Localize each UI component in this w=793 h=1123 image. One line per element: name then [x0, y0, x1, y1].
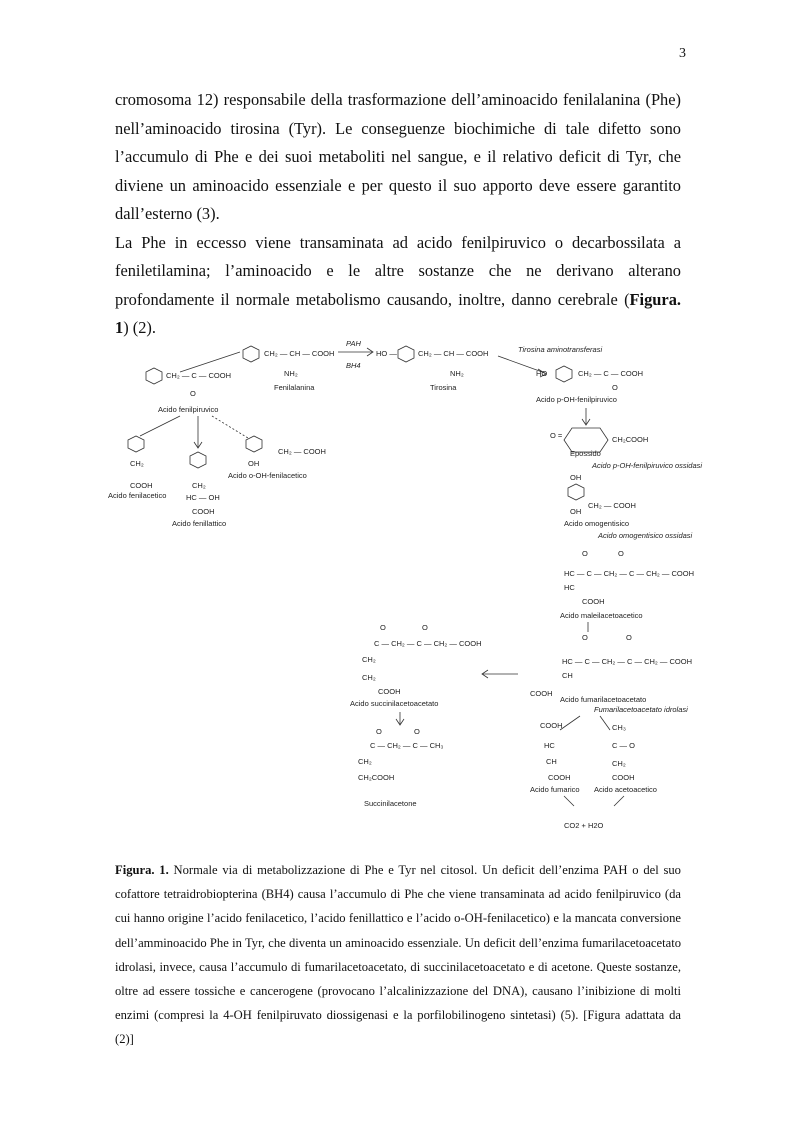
svg-text:HC: HC: [544, 741, 555, 750]
svg-text:CH₂: CH₂: [362, 655, 376, 664]
svg-text:HC — C — CH₂ — C — CH₂ — COOH: HC — C — CH₂ — C — CH₂ — COOH: [564, 569, 694, 578]
svg-text:HC: HC: [564, 583, 575, 592]
svg-text:O: O: [190, 389, 196, 398]
svg-text:CH₂ — COOH: CH₂ — COOH: [588, 501, 636, 510]
svg-text:CH₂: CH₂: [358, 757, 372, 766]
label-phenylpyruvic: Acido fenilpiruvico: [158, 405, 219, 414]
svg-text:O: O: [582, 633, 588, 642]
label-succinylacetoacetate: Acido succinilacetoacetato: [350, 699, 439, 708]
label-succinylacetone: Succinilacetone: [364, 799, 417, 808]
paragraph-2-tail: ) (2).: [123, 318, 156, 337]
label-p-oh-dioxygenase: Acido p-OH-fenilpiruvico ossidasi: [592, 461, 703, 470]
label-pah: PAH: [346, 339, 361, 348]
label-epoxide: Epossido: [570, 449, 601, 458]
paragraph-2-text: La Phe in eccesso viene transaminata ad acido fenilpiruvico o decarbossilata a feniletilamina; l’aminoacido e le altre sostanze che ne derivano alterano profondamente il normale metabolismo causando, inoltre, danno cerebrale (: [115, 232, 681, 309]
label-p-oh-phenylpyruvic: Acido p-OH-fenilpiruvico: [536, 395, 617, 404]
label-maleylacetoacetic: Acido maleilacetoacetico: [560, 611, 643, 620]
svg-text:NH₂: NH₂: [284, 369, 298, 378]
svg-text:CH₂: CH₂: [192, 481, 206, 490]
svg-text:COOH: COOH: [540, 721, 563, 730]
svg-text:CH₂ — COOH: CH₂ — COOH: [278, 447, 326, 456]
label-tyrosine: Tirosina: [430, 383, 457, 392]
svg-text:O: O: [414, 727, 420, 736]
figure-caption: [115, 858, 681, 1052]
svg-text:OH: OH: [570, 473, 582, 482]
svg-text:CH₂ — CH — COOH: CH₂ — CH — COOH: [418, 349, 489, 358]
label-phenylacetic: Acido fenilacetico: [108, 491, 167, 500]
label-co2-h2o: CO2 + H2O: [564, 821, 604, 830]
svg-text:O: O: [618, 549, 624, 558]
label-phenylalanine: Fenilalanina: [274, 383, 315, 392]
caption-title: Normale via di metabolizzazione di Phe e Tyr nel citosol.: [168, 863, 478, 877]
label-homogentisate-oxidase: Acido omogentisico ossidasi: [598, 531, 693, 540]
svg-text:C — O: C — O: [612, 741, 635, 750]
svg-text:COOH: COOH: [530, 689, 553, 698]
tyrosine-ring: [398, 346, 414, 362]
svg-text:NH₂: NH₂: [450, 369, 464, 378]
label-o-oh-phenylacetic: Acido o-OH-fenilacetico: [228, 471, 307, 480]
svg-text:CH₂: CH₂: [362, 673, 376, 682]
figure-reference: Figura. 1: [115, 289, 681, 337]
svg-text:CH₂: CH₂: [612, 759, 626, 768]
label-fah: Fumarilacetoacetato idrolasi: [594, 705, 688, 714]
svg-text:OH: OH: [248, 459, 260, 468]
label-acetoacetic: Acido acetoacetico: [594, 785, 657, 794]
svg-text:CH₂: CH₂: [130, 459, 144, 468]
paragraph-1: cromosoma 12) responsabile della trasformazione dell’aminoacido fenilalanina (Phe) nell’aminoacido tirosina (Tyr). Le conseguenze biochimiche di tale difetto sono l’accumulo di Phe e dei suoi metaboliti nel sangue, e il relativo deficit di Tyr, che diviene un aminoacido essenziale e per questo il suo apporto deve essere garantito dall’esterno (3).: [115, 90, 681, 223]
svg-text:COOH: COOH: [192, 507, 215, 516]
svg-text:COOH: COOH: [378, 687, 401, 696]
svg-text:CH: CH: [562, 671, 573, 680]
svg-text:HC — C — CH₂ — C — CH₂ — COOH: HC — C — CH₂ — C — CH₂ — COOH: [562, 657, 692, 666]
caption-paragraph: [115, 858, 681, 1052]
svg-text:O: O: [626, 633, 632, 642]
svg-text:O: O: [422, 623, 428, 632]
svg-text:CH₂ — CH — COOH: CH₂ — CH — COOH: [264, 349, 335, 358]
svg-text:O =: O =: [550, 431, 563, 440]
svg-text:C — CH₂ — C — CH₂ — COOH: C — CH₂ — C — CH₂ — COOH: [374, 639, 482, 648]
svg-text:O: O: [380, 623, 386, 632]
metabolic-pathway-figure: [100, 328, 760, 848]
svg-text:O: O: [612, 383, 618, 392]
paragraph-2: [115, 229, 681, 343]
svg-text:HC — OH: HC — OH: [186, 493, 220, 502]
svg-text:COOH: COOH: [130, 481, 153, 490]
label-tyr-aminotransferase: Tirosina aminotransferasi: [518, 345, 603, 354]
svg-text:COOH: COOH: [548, 773, 571, 782]
svg-text:COOH: COOH: [582, 597, 605, 606]
svg-text:HO —: HO —: [376, 349, 397, 358]
pathway-diagram: [100, 328, 760, 848]
label-fumaric: Acido fumarico: [530, 785, 580, 794]
caption-label: Figura. 1.: [115, 863, 169, 877]
svg-text:CH₃: CH₃: [612, 723, 626, 732]
svg-text:O: O: [376, 727, 382, 736]
svg-text:CH₂ — C — COOH: CH₂ — C — COOH: [578, 369, 643, 378]
body-text: [115, 86, 681, 343]
svg-text:HO: HO: [536, 369, 548, 378]
label-fumarylacetoacetic: Acido fumarilacetoacetato: [560, 695, 647, 704]
svg-text:CH: CH: [546, 757, 557, 766]
label-bh4: BH4: [346, 361, 361, 370]
page-number: 3: [679, 46, 686, 61]
svg-text:CH₂ — C — COOH: CH₂ — C — COOH: [166, 371, 231, 380]
phenylalanine-ring: [243, 346, 259, 362]
label-phenyllactic: Acido fenillattico: [172, 519, 227, 528]
svg-text:O: O: [582, 549, 588, 558]
caption-text: Un deficit dell’enzima PAH o del suo cofattore tetraidrobiopterina (BH4) causa l’accumulo di Phe che viene transaminata ad acido fenilpiruvico (da cui hanno origine l’acido fenilacetico, l’acido fenillattico e l’acido o-OH-fenilacetico) e la mancata conversione dell’amminoacido Phe in Tyr, che diventa un aminoacido essenziale. Un deficit dell’enzima fumarilacetoacetato idrolasi, invece, causa l’accumulo di fumarilacetoacetato, di succinilacetoacetato e di acetone. Queste sostanze, oltre ad essere tossiche e cancerogene (provocano l’alcalinizzazione del DNA), causano l’inibizione di molti enzimi (compresi la 4-OH fenilpiruvato diossigenasi e la porfilobilinogeno sintetasi) (5). [Figura adattata da (2)]: [115, 863, 681, 1047]
svg-text:OH: OH: [570, 507, 582, 516]
phenylpyruvic-ring: [146, 368, 162, 384]
svg-text:CH₂COOH: CH₂COOH: [358, 773, 395, 782]
svg-text:C — CH₂ — C — CH₃: C — CH₂ — C — CH₃: [370, 741, 444, 750]
svg-text:COOH: COOH: [612, 773, 635, 782]
label-homogentisic: Acido omogentisico: [564, 519, 630, 528]
svg-text:CH₂COOH: CH₂COOH: [612, 435, 649, 444]
